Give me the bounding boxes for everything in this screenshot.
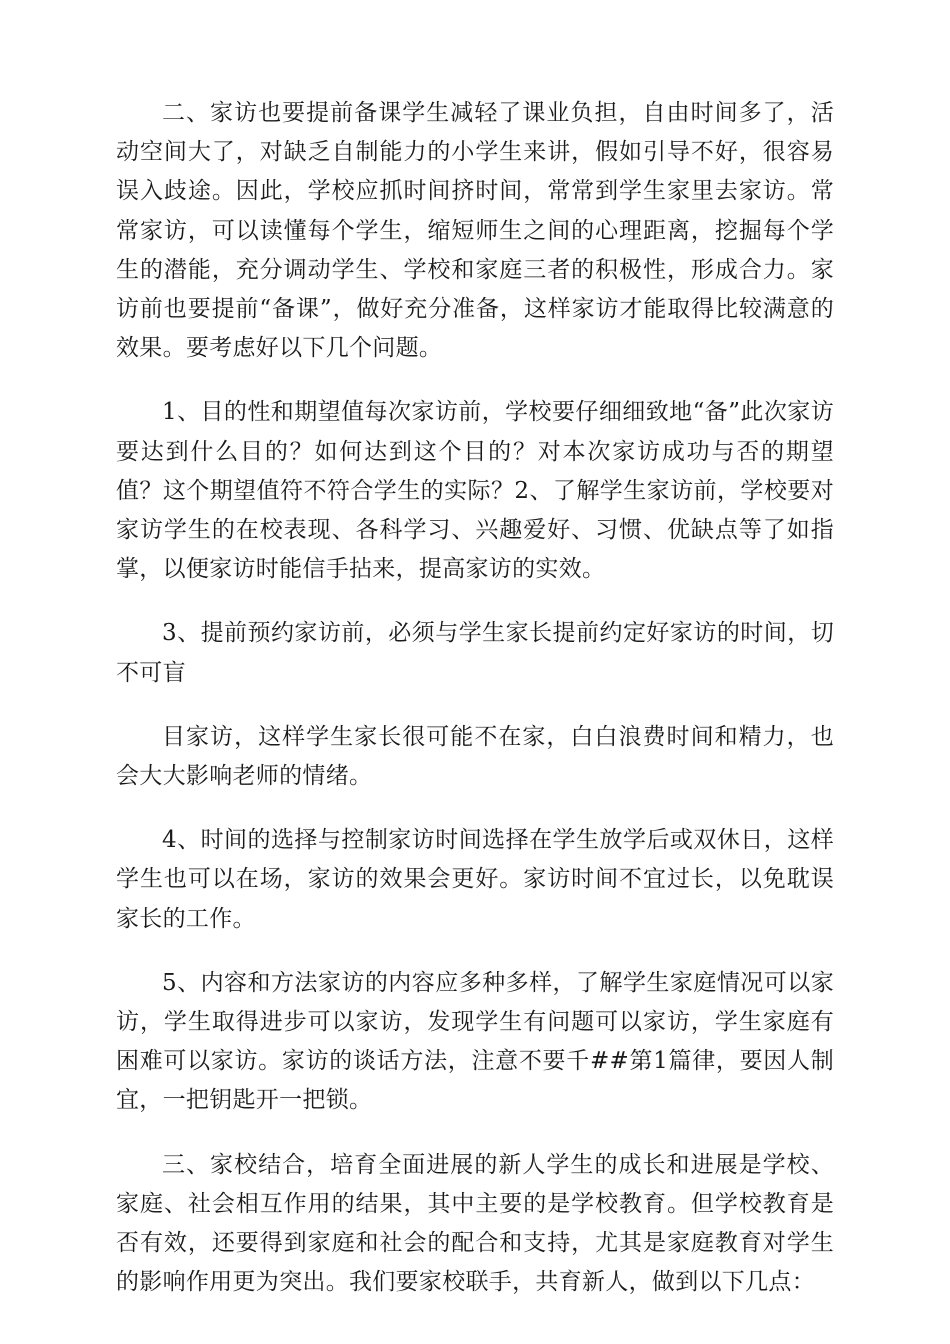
paragraph-time-selection: 4、时间的选择与控制家访时间选择在学生放学后或双休日，这样学生也可以在场，家访的效果会更好。家访时间不宜过长，以免耽误家长的工作。	[116, 827, 834, 932]
paragraph-home-visit-preparation: 二、家访也要提前备课学生减轻了课业负担，自由时间多了，活动空间大了，对缺乏自制能力的小学生来讲，假如引导不好，很容易误入歧途。因此，学校应抓时间挤时间，常常到学生家里去家访。常常家访，可以读懂每个学生，缩短师生之间的心理距离，挖掘每个学生的潜能，充分调动学生、学校和家庭三者的积极性，形成合力。家访前也要提前“备课”，做好充分准备，这样家访才能取得比较满意的效果。要考虑好以下几个问题。	[116, 100, 834, 362]
paragraph-advance-appointment: 3、提前预约家访前，必须与学生家长提前约定好家访的时间，切不可盲	[116, 620, 834, 686]
document-body	[116, 94, 834, 1302]
paragraph-home-school-cooperation: 三、家校结合，培育全面进展的新人学生的成长和进展是学校、家庭、社会相互作用的结果，其中主要的是学校教育。但学校教育是否有效，还要得到家庭和社会的配合和支持，尤其是家庭教育对学生的影响作用更为突出。我们要家校联手，共育新人，做到以下几点：	[116, 1151, 834, 1296]
paragraph-content-and-methods: 5、内容和方法家访的内容应多种多样，了解学生家庭情况可以家访，学生取得进步可以家访，发现学生有问题可以家访，学生家庭有困难可以家访。家访的谈话方法，注意不要千##第1篇律，要因人制宜，一把钥匙开一把锁。	[116, 969, 834, 1114]
paragraph-purpose-and-expectations: 1、目的性和期望值每次家访前，学校要仔细细致地“备”此次家访要达到什么目的？如何达到这个目的？对本次家访成功与否的期望值？这个期望值符不符合学生的实际？2、了解学生家访前，学校要对家访学生的在校表现、各科学习、兴趣爱好、习惯、优缺点等了如指掌，以便家访时能信手拈来，提高家访的实效。	[116, 399, 834, 583]
paragraph-appointment-continued: 目家访，这样学生家长很可能不在家，白白浪费时间和精力，也会大大影响老师的情绪。	[116, 723, 834, 790]
